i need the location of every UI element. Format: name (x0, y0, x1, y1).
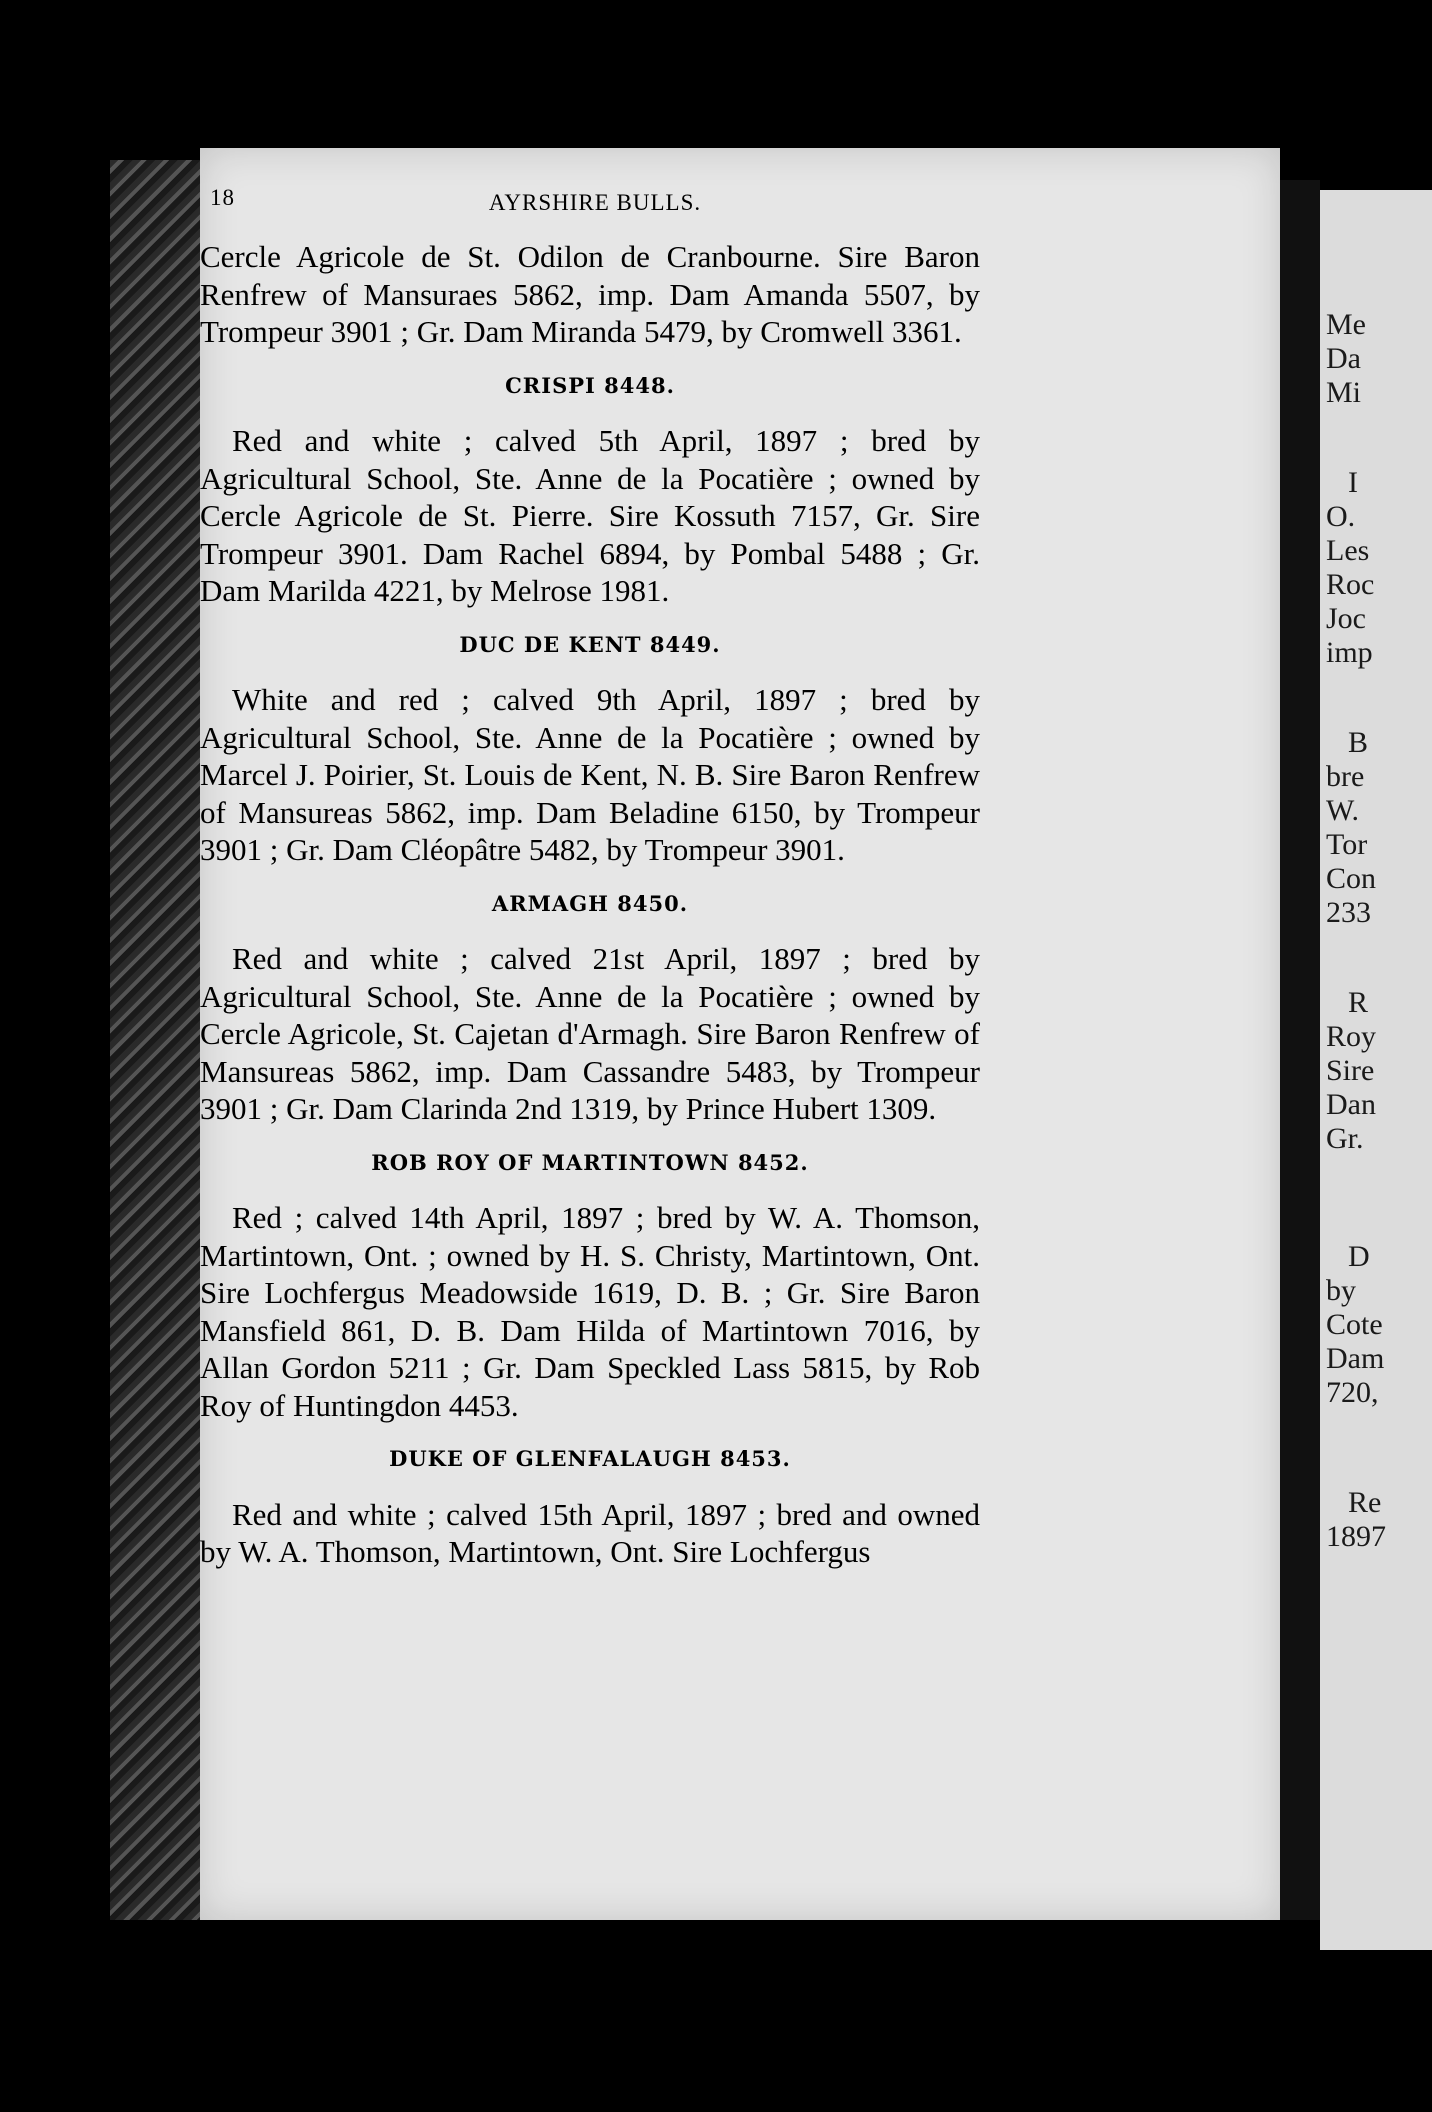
adjacent-page-text: Gr. (1326, 1122, 1364, 1155)
entry-heading: DUKE OF GLENFALAUGH 8453. (389, 1446, 791, 1471)
adjacent-page-text: D (1348, 1240, 1370, 1273)
adjacent-page-text: Joc (1326, 602, 1366, 635)
page-number: 18 (210, 185, 235, 210)
continued-paragraph: Cercle Agricole de St. Odilon de Cranbourne. Sire Baron Renfrew of Mansuraes 5862, imp. Dam Amanda 5507, by Trompeur 3901 ; Gr. Dam Miranda 5479, by Cromwell 3361. (200, 239, 980, 349)
adjacent-page-text: W. (1326, 794, 1360, 827)
adjacent-page-text: Les (1326, 534, 1370, 567)
adjacent-page-text: Roy (1326, 1020, 1377, 1053)
entry-heading: CRISPI 8448. (505, 372, 675, 398)
adjacent-page-text: Mi (1326, 376, 1362, 409)
adjacent-page-text: Con (1326, 862, 1377, 895)
adjacent-page-text: Re (1348, 1486, 1382, 1519)
adjacent-page-text: 233 (1326, 896, 1371, 929)
adjacent-page-text: Dam (1326, 1342, 1385, 1375)
adjacent-page-text: Cote (1326, 1308, 1383, 1341)
adjacent-page-text: B (1348, 726, 1369, 759)
adjacent-page-text: Da (1326, 342, 1361, 375)
adjacent-page-text: imp (1326, 636, 1373, 669)
adjacent-page-text: Sire (1326, 1054, 1375, 1087)
adjacent-page-text: Dan (1326, 1088, 1376, 1121)
entry-heading: DUC DE KENT 8449. (459, 631, 721, 657)
adjacent-page-edge (1320, 190, 1432, 1950)
adjacent-page-text: R (1348, 986, 1369, 1019)
adjacent-page-text: 720, (1326, 1376, 1379, 1409)
page-content (200, 238, 980, 1571)
page-gutter (1280, 180, 1320, 1920)
adjacent-page-text: Me (1326, 308, 1366, 341)
adjacent-page-text: bre (1326, 760, 1365, 793)
adjacent-page-text: O. (1326, 500, 1356, 533)
adjacent-page-text: I (1348, 466, 1358, 499)
entry-text: Red and white ; calved 15th April, 1897 ; bred and owned by W. A. Thomson, Martintown, Ont. Sire Lochfergus (200, 1496, 980, 1569)
entry-text: White and red ; calved 9th April, 1897 ; bred by Agricultural School, Ste. Anne de la Pocatière ; owned by Marcel J. Poirier, St. Louis de Kent, N. B. Sire Baron Renfrew of Mansureas 5862, imp. Dam Beladine 6150, by Trompeur 3901 ; Gr. Dam Cléopâtre 5482, by Trompeur 3901. (200, 682, 980, 867)
entry-text: Red and white ; calved 5th April, 1897 ; bred by Agricultural School, Ste. Anne de la Pocatière ; owned by Cercle Agricole de St. Pierre. Sire Kossuth 7157, Gr. Sire Trompeur 3901. Dam Rachel 6894, by Pombal 5488 ; Gr. Dam Marilda 4221, by Melrose 1981. (200, 423, 980, 608)
entry-heading: ROB ROY OF MARTINTOWN 8452. (371, 1149, 809, 1175)
book-spine (110, 160, 210, 1920)
entry-text: Red ; calved 14th April, 1897 ; bred by W. A. Thomson, Martintown, Ont. ; owned by H. S. Christy, Martintown, Ont. Sire Lochfergus Meadowside 1619, D. B. ; Gr. Sire Baron Mansfield 861, D. B. Dam Hilda of Martintown 7016, by Allan Gordon 5211 ; Gr. Dam Speckled Lass 5815, by Rob Roy of Huntingdon 4453. (200, 1200, 980, 1423)
entry-text: Red and white ; calved 21st April, 1897 ; bred by Agricultural School, Ste. Anne de la Pocatière ; owned by Cercle Agricole, St. Cajetan d'Armagh. Sire Baron Renfrew of Mansureas 5862, imp. Dam Cassandre 5483, by Trompeur 3901 ; Gr. Dam Clarinda 2nd 1319, by Prince Hubert 1309. (200, 941, 980, 1126)
running-title: AYRSHIRE BULLS. (488, 190, 702, 215)
entry-heading: ARMAGH 8450. (491, 890, 689, 916)
adjacent-page-text: Tor (1326, 828, 1368, 861)
adjacent-page-text: 1897 (1326, 1520, 1386, 1553)
adjacent-page-text: Roc (1326, 568, 1375, 601)
adjacent-page-text: by (1326, 1274, 1356, 1307)
